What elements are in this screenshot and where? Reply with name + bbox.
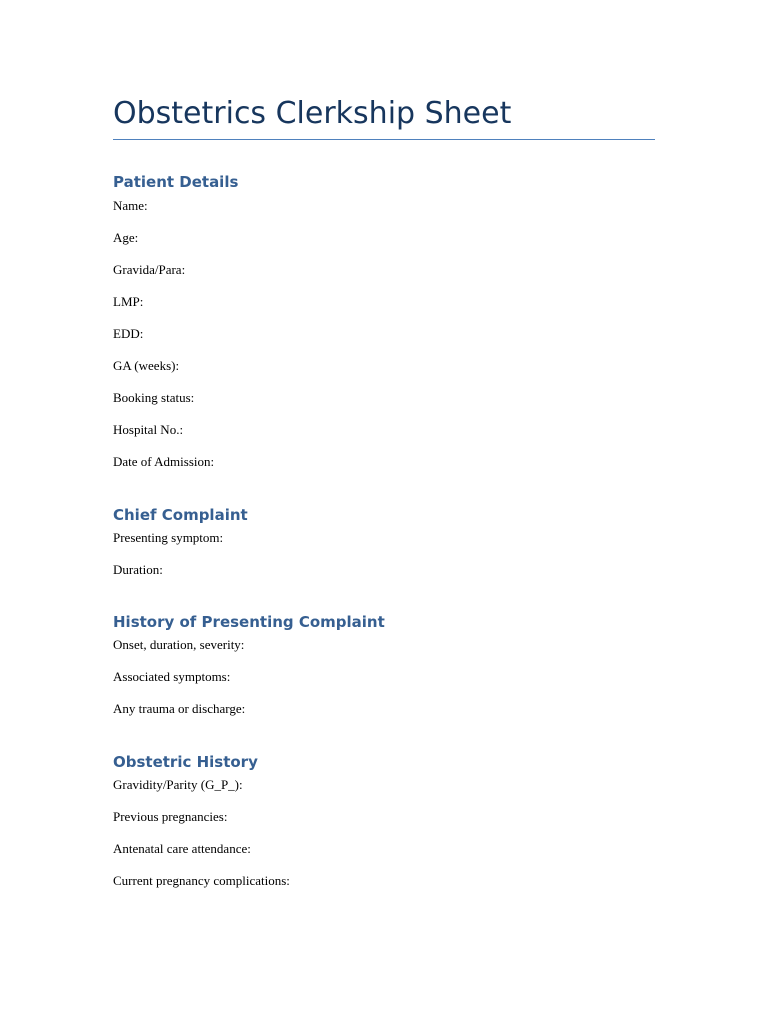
section-heading-obstetric-history: Obstetric History (113, 753, 258, 771)
field-age-label: Age: (113, 230, 139, 245)
field-duration-label: Duration: (113, 562, 163, 577)
section-heading-chief-complaint: Chief Complaint (113, 506, 248, 524)
field-hospital-number-label: Hospital No.: (113, 422, 184, 437)
field-gravida-para-label: Gravida/Para: (113, 262, 186, 277)
field-date-of-admission-label: Date of Admission: (113, 454, 215, 469)
field-edd-label: EDD: (113, 326, 144, 341)
field-previous-pregnancies-label: Previous pregnancies: (113, 809, 228, 824)
section-heading-history-of-presenting-complaint: History of Presenting Complaint (113, 613, 385, 631)
field-booking-status-label: Booking status: (113, 390, 195, 405)
title-underline-rule (113, 139, 655, 140)
field-associated-symptoms-label: Associated symptoms: (113, 669, 231, 684)
field-name-label: Name: (113, 198, 148, 213)
field-presenting-symptom-label: Presenting symptom: (113, 530, 224, 545)
field-antenatal-care-attendance-label: Antenatal care attendance: (113, 841, 251, 856)
field-current-pregnancy-complications-label: Current pregnancy complications: (113, 873, 290, 888)
section-heading-patient-details: Patient Details (113, 173, 239, 191)
field-trauma-or-discharge-label: Any trauma or discharge: (113, 701, 246, 716)
field-gravidity-parity-label: Gravidity/Parity (G_P_): (113, 777, 243, 792)
field-ga-weeks-label: GA (weeks): (113, 358, 180, 373)
field-lmp-label: LMP: (113, 294, 144, 309)
field-onset-duration-severity-label: Onset, duration, severity: (113, 637, 245, 652)
document-title: Obstetrics Clerkship Sheet (113, 96, 512, 131)
